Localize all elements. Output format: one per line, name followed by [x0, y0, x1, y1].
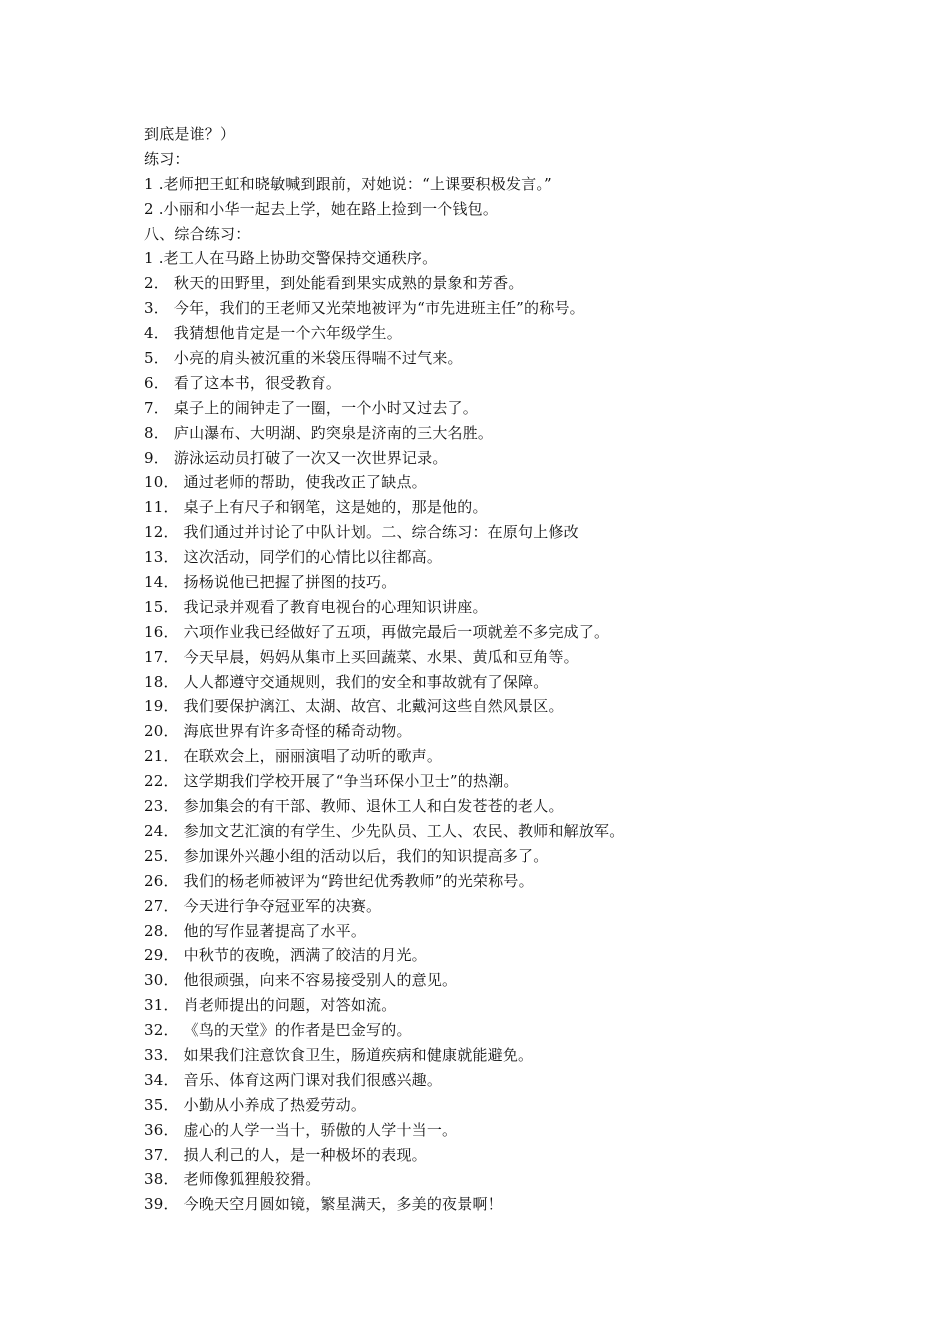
exercise-item: 22． 这学期我们学校开展了“争当环保小卫士”的热潮。	[144, 772, 519, 791]
exercise-item: 3． 今年，我们的王老师又光荣地被评为“市先进班主任”的称号。	[144, 299, 585, 318]
exercise-item: 27． 今天进行争夺冠亚军的决赛。	[144, 896, 382, 915]
text-line: 到底是谁？）	[144, 125, 236, 143]
exercise-item: 6． 看了这本书，很受教育。	[144, 373, 342, 392]
exercise-item: 29． 中秋节的夜晚，洒满了皎洁的月光。	[144, 946, 427, 965]
exercise-item: 17． 今天早晨，妈妈从集市上买回蔬菜、水果、黄瓜和豆角等。	[144, 647, 579, 666]
exercise-item: 23． 参加集会的有干部、教师、退休工人和白发苍苍的老人。	[144, 797, 564, 816]
exercise-item: 19． 我们要保护漓江、太湖、故宫、北戴河这些自然风景区。	[144, 697, 564, 716]
exercise-item: 7． 桌子上的闹钟走了一圈，一个小时又过去了。	[144, 398, 478, 417]
exercise-item: 12． 我们通过并讨论了中队计划。二、综合练习：在原句上修改	[144, 523, 579, 542]
exercise-item: 18． 人人都遵守交通规则，我们的安全和事故就有了保障。	[144, 672, 549, 691]
exercise-item: 39． 今晚天空月圆如镜，繁星满天，多美的夜景啊！	[144, 1195, 503, 1214]
exercise-item: 34． 音乐、体育这两门课对我们很感兴趣。	[144, 1070, 443, 1089]
exercise-item: 21． 在联欢会上，丽丽演唱了动听的歌声。	[144, 747, 443, 766]
exercise-item: 30． 他很顽强，向来不容易接受别人的意见。	[144, 971, 458, 990]
exercise-item: 26． 我们的杨老师被评为“跨世纪优秀教师”的光荣称号。	[144, 871, 534, 890]
exercise-item: 13． 这次活动，同学们的心情比以往都高。	[144, 548, 443, 567]
exercise-item: 10． 通过老师的帮助，使我改正了缺点。	[144, 473, 427, 492]
exercise-item: 25． 参加课外兴趣小组的活动以后，我们的知识提高多了。	[144, 846, 549, 865]
exercise-item: 1 .老师把王虹和晓敏喊到跟前，对她说：“上课要积极发言。”	[144, 174, 552, 193]
exercise-item: 36． 虚心的人学一当十，骄傲的人学十当一。	[144, 1120, 458, 1139]
exercise-item: 5． 小亮的肩头被沉重的米袋压得喘不过气来。	[144, 349, 463, 368]
exercise-item: 2． 秋天的田野里，到处能看到果实成熟的景象和芳香。	[144, 274, 524, 293]
section-heading: 八、综合练习：	[144, 224, 251, 243]
exercise-item: 2 .小丽和小华一起去上学，她在路上捡到一个钱包。	[144, 199, 499, 218]
exercise-item: 38． 老师像狐狸般狡猾。	[144, 1170, 321, 1189]
exercise-item: 24． 参加文艺汇演的有学生、少先队员、工人、农民、教师和解放军。	[144, 821, 625, 840]
exercise-item: 4． 我猜想他肯定是一个六年级学生。	[144, 324, 402, 343]
exercise-item: 31． 肖老师提出的问题，对答如流。	[144, 996, 397, 1015]
exercise-item: 16． 六项作业我已经做好了五项，再做完最后一项就差不多完成了。	[144, 622, 610, 641]
exercise-item: 14． 扬杨说他已把握了拼图的技巧。	[144, 573, 397, 592]
section-heading: 练习：	[144, 149, 190, 168]
exercise-item: 9． 游泳运动员打破了一次又一次世界记录。	[144, 448, 448, 467]
exercise-item: 20． 海底世界有许多奇怪的稀奇动物。	[144, 722, 412, 741]
exercise-item: 37． 损人利己的人，是一种极坏的表现。	[144, 1145, 427, 1164]
exercise-item: 35． 小勤从小养成了热爱劳动。	[144, 1095, 367, 1114]
exercise-item: 32． 《鸟的天堂》的作者是巴金写的。	[144, 1021, 412, 1040]
document-body	[144, 122, 844, 1217]
exercise-item: 33． 如果我们注意饮食卫生，肠道疾病和健康就能避免。	[144, 1045, 534, 1064]
exercise-item: 8． 庐山瀑布、大明湖、趵突泉是济南的三大名胜。	[144, 423, 494, 442]
exercise-item: 11． 桌子上有尺子和钢笔，这是她的，那是他的。	[144, 498, 488, 517]
exercise-item: 1 .老工人在马路上协助交警保持交通秩序。	[144, 249, 438, 268]
exercise-item: 15． 我记录并观看了教育电视台的心理知识讲座。	[144, 597, 488, 616]
exercise-item: 28． 他的写作显著提高了水平。	[144, 921, 367, 940]
